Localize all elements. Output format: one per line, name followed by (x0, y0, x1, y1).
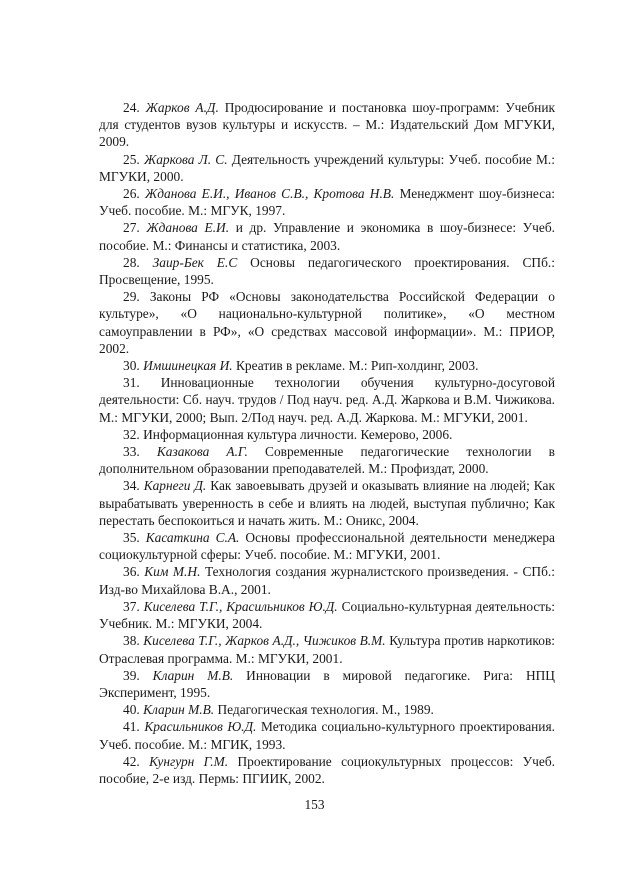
reference-item (99, 701, 555, 718)
reference-number: 25. (123, 151, 140, 167)
reference-item (99, 254, 555, 288)
reference-text: Инновации в мировой педагогике. Рига: НПЦ Эксперимент, 1995. (99, 667, 555, 700)
reference-authors: Жданова Е.И., Иванов С.В., Кротова Н.В. (144, 186, 395, 202)
reference-text: Педагогическая технология. М., 1989. (217, 702, 434, 718)
reference-number: 28. (123, 254, 140, 270)
reference-text: Инновационные технологии обучения культурно-досуговой деятельности: Сб. науч. трудов / Под науч. ред. А.Д. Жаркова и В.М. Чижикова. М.: МГУКИ, 2000; Вып. 2/Под науч. ред. А.Д. Жаркова. М.: МГУКИ, 2001. (99, 375, 555, 425)
reference-text: Основы педагогического проектирования. СПб.: Просвещение, 1995. (99, 254, 555, 288)
reference-number: 27. (123, 220, 140, 236)
reference-authors: Кларин М.В. (143, 702, 215, 718)
reference-number: 30. (123, 358, 140, 374)
page-number: 153 (304, 797, 325, 812)
reference-text: Проектирование социокультурных процессов: Учеб. пособие, 2-е изд. Пермь: ПГИИК, 2002. (99, 753, 555, 786)
reference-item (99, 753, 555, 787)
reference-item (99, 718, 555, 752)
reference-authors: Имшинецкая И. (143, 358, 233, 374)
reference-authors: Заир-Бек Е.С (152, 254, 238, 270)
reference-authors: Карнеги Д. (143, 478, 207, 494)
reference-number: 41. (123, 719, 140, 735)
reference-authors: Жаркова Л. С. (143, 151, 228, 167)
reference-number: 37. (123, 598, 140, 614)
reference-authors: Казакова А.Г. (156, 444, 248, 460)
reference-number: 36. (123, 564, 140, 580)
reference-authors: Киселева Т.Г., Жарков А.Д., Чижиков В.М. (143, 633, 386, 649)
reference-item (99, 151, 555, 185)
reference-item (99, 667, 555, 701)
reference-text: Продюсирование и постановка шоу-программ: Учебник для студентов вузов культуры и искусств. – М.: Издательский Дом МГУКИ, 2009. (99, 100, 555, 150)
reference-text: Культура против наркотиков: Отраслевая программа. М.: МГУКИ, 2001. (99, 633, 555, 666)
reference-authors: Жарков А.Д. (145, 100, 219, 115)
reference-authors: Касаткина С.А. (145, 530, 240, 546)
reference-item (99, 529, 555, 563)
reference-number: 40. (123, 702, 140, 718)
reference-item (99, 426, 555, 443)
reference-item (99, 443, 555, 477)
reference-text: Информационная культура личности. Кемерово, 2006. (143, 426, 453, 442)
reference-number: 39. (123, 667, 140, 683)
reference-item (99, 374, 555, 426)
reference-authors: Киселева Т.Г., Красильников Ю.Д. (143, 598, 338, 614)
reference-list (99, 99, 555, 787)
reference-authors: Красильников Ю.Д. (144, 719, 257, 735)
reference-number: 33. (123, 444, 140, 460)
reference-item (99, 563, 555, 597)
reference-text: Креатив в рекламе. М.: Рип-холдинг, 2003. (236, 358, 479, 374)
reference-item (99, 99, 555, 151)
reference-number: 32. (123, 426, 140, 442)
reference-number: 35. (123, 530, 140, 546)
reference-authors: Жданова Е.И. (146, 220, 230, 236)
reference-number: 34. (123, 478, 140, 494)
reference-text: Социально-культурная деятельность: Учебник. М.: МГУКИ, 2004. (99, 598, 555, 632)
reference-authors: Кларин М.В. (152, 667, 234, 683)
reference-text: Законы РФ «Основы законодательства Российской Федерации о культуре», «О национально-культурной политике», «О местном самоуправлении в РФ», «О средствах массовой информации». М.: ПРИОР, 2002. (99, 289, 555, 356)
reference-text: Деятельность учреждений культуры: Учеб. пособие М.: МГУКИ, 2000. (99, 151, 555, 184)
reference-text: и др. Управление и экономика в шоу-бизнесе: Учеб. пособие. М.: Финансы и статистика, 2003. (99, 220, 555, 253)
reference-item (99, 288, 555, 357)
reference-text: Основы профессиональной деятельности менеджера социокультурной сферы: Учеб. пособие. М.: МГУКИ, 2001. (99, 530, 555, 563)
reference-text: Менеджмент шоу-бизнеса: Учеб. пособие. М.: МГУК, 1997. (99, 186, 555, 219)
reference-number: 26. (123, 186, 140, 202)
reference-text: Как завоевывать друзей и оказывать влияние на людей; Как вырабатывать уверенность в себе и влиять на людей, выступая публично; Как перестать беспокоиться и начать жить. М.: Оникс, 2004. (99, 478, 556, 528)
reference-number: 31. (123, 375, 140, 391)
reference-text: Современные педагогические технологии в дополнительном образовании преподавателей. М.: Профиздат, 2000. (99, 444, 555, 477)
reference-number: 38. (123, 633, 140, 649)
reference-item (99, 598, 555, 632)
reference-number: 24. (123, 100, 140, 115)
reference-item (99, 632, 555, 666)
reference-authors: Кунгурн Г.М. (149, 753, 229, 769)
reference-text: Технология создания журналистского произведения. - СПб.: Изд-во Михайлова В.А., 2001. (99, 564, 555, 597)
reference-authors: Ким М.Н. (144, 564, 201, 580)
reference-item (99, 185, 555, 219)
reference-item (99, 219, 555, 253)
reference-item (99, 357, 555, 374)
reference-text: Методика социально-культурного проектирования. Учеб. пособие. М.: МГИК, 1993. (99, 719, 555, 752)
reference-number: 42. (123, 753, 140, 769)
reference-item (99, 477, 555, 529)
reference-number: 29. (123, 289, 140, 305)
